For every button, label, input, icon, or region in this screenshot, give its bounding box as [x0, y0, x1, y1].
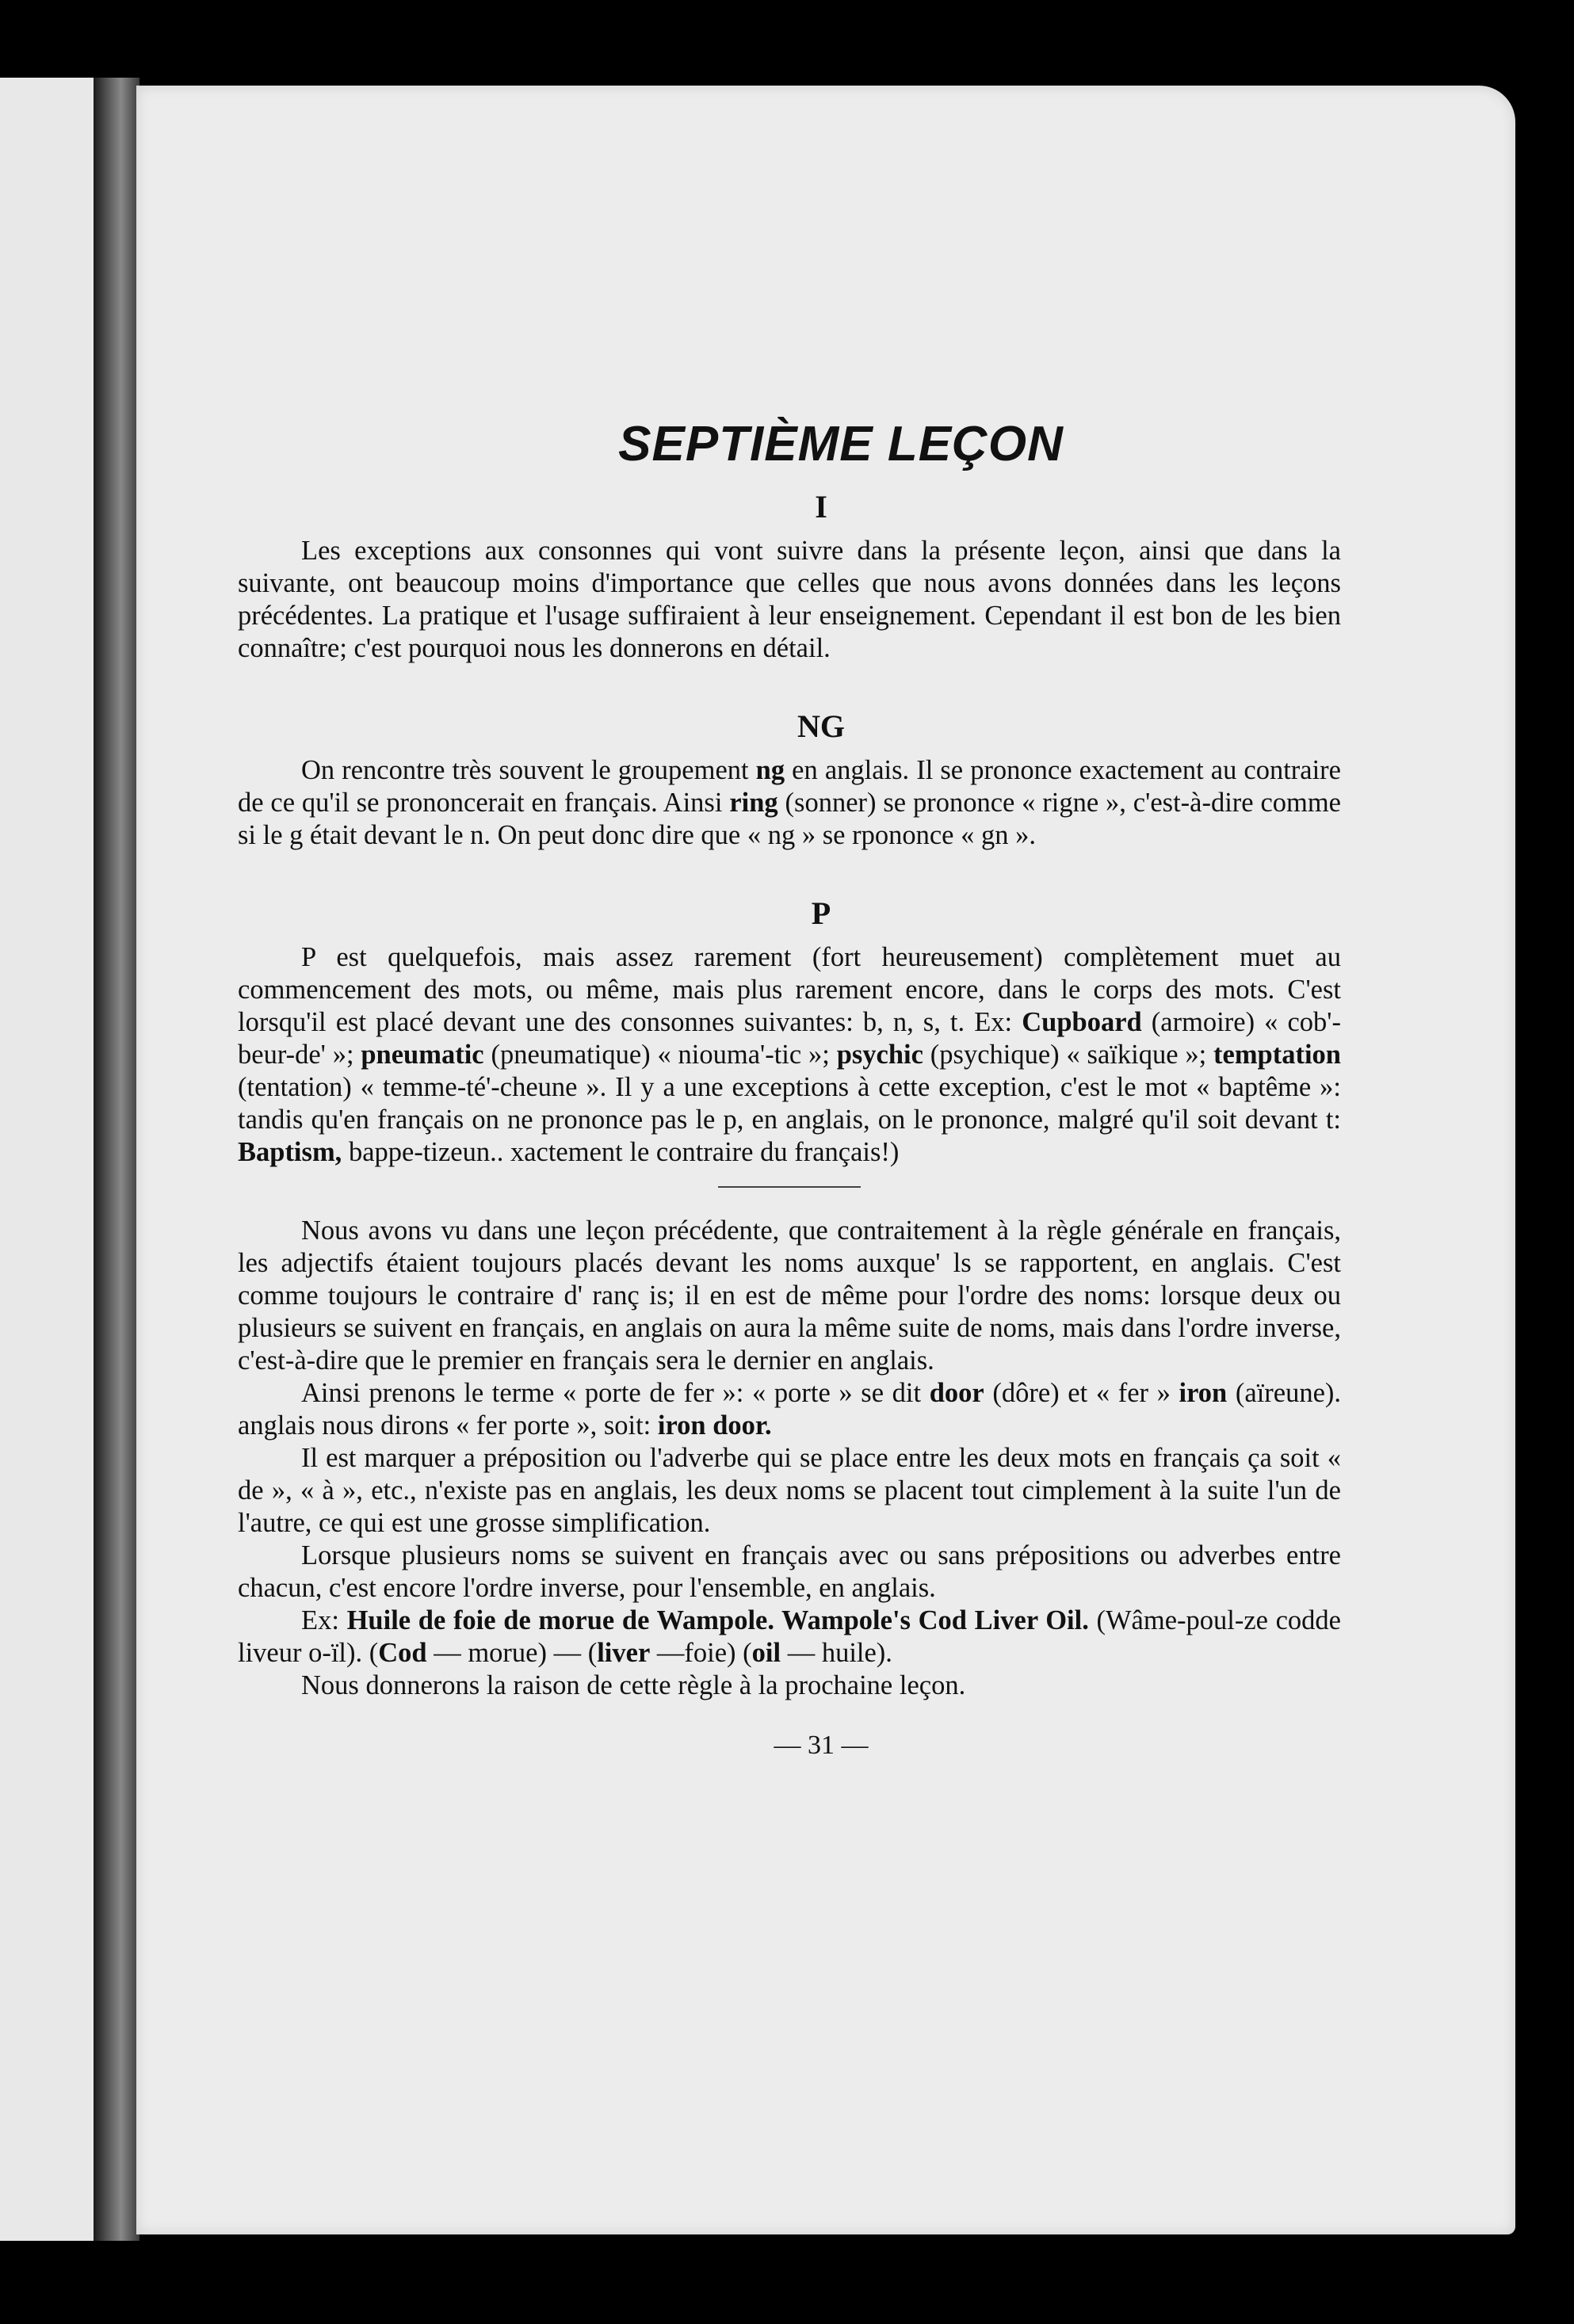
bold-term: door: [929, 1378, 984, 1408]
bold-term: liver: [597, 1638, 651, 1668]
paragraph-example-wampole: [238, 1605, 1341, 1670]
text-run: P est quelquefois, mais assez rarement (fort heureusement) complètement muet au commencement des mots, ou même, mais plus rarement encore, dans le corps des mots. C'est lorsqu'il est placé devant une des consonnes suivantes: b, n, s, t. Ex:: [238, 942, 1341, 1037]
paragraph-exceptions-intro: Les exceptions aux consonnes qui vont suivre dans la présente leçon, ainsi que dans la suivante, ont beaucoup moins d'importance que celles que nous avons données dans les leçons précédentes. La pratique et l'usage suffiraient à leur enseignement. Cependant il est bon de les bien connaître; c'est pourquoi nous les donnerons en détail.: [238, 536, 1341, 663]
text-run: bappe-tizeun.. xactement le contraire du français!): [342, 1137, 900, 1167]
text-run: en anglais. Il se prononce exactement au contraire de ce qu'il se prononcerait en français. Ainsi: [238, 755, 1341, 818]
text-run: (sonner) se prononce « rigne », c'est-à-dire comme si le g était devant le n. On peut donc dire que « ng » se rpononce « gn ».: [238, 788, 1341, 850]
text-run: — huile).: [781, 1638, 892, 1668]
bold-term: Cod: [378, 1638, 427, 1668]
bold-term: temptation: [1213, 1040, 1341, 1070]
page-content: [238, 416, 1341, 1761]
text-run: (tentation) « temme-té'-cheune ». Il y a une exceptions à cette exception, c'est le mot « baptême »: tandis qu'en français on ne prononce pas le p, en anglais, on le prononce, malgré qu'il soit devant t:: [238, 1072, 1341, 1135]
bold-term: Cupboard: [1022, 1007, 1142, 1037]
bold-term: Baptism,: [238, 1137, 342, 1167]
section-heading-p: P: [811, 895, 831, 931]
spacer: [238, 665, 1341, 696]
bold-term: psychic: [836, 1040, 923, 1070]
section-divider: [718, 1186, 861, 1188]
paragraph-noun-order: Nous avons vu dans une leçon précédente, que contraitement à la règle générale en français, les adjectifs étaient toujours placés devant les noms auxque' ls se rapportent, en anglais. C'est comme toujours le contraire d' ranç is; il en est de même pour l'ordre des noms: lorsque deux ou plusieurs se suivent en français, en anglais on aura la même suite de noms, mais dans l'ordre inverse, c'est-à-dire que le premier en français sera le dernier en anglais.: [238, 1215, 1341, 1376]
text-run: On rencontre très souvent le groupement: [301, 755, 756, 785]
text-run: (psychique) « saïkique »;: [923, 1040, 1214, 1070]
bold-term: iron: [1179, 1378, 1228, 1408]
bold-term: ng: [755, 755, 785, 785]
lesson-title: SEPTIÈME LEÇON: [618, 417, 1064, 471]
book-spine: [94, 78, 139, 2241]
section-heading-i: I: [815, 489, 827, 525]
text-run: (armoire) « cob'-beur-de' »;: [238, 1007, 1341, 1070]
bold-term: ring: [729, 788, 778, 818]
paragraph-p: [238, 941, 1341, 1169]
bold-term: oil: [751, 1638, 781, 1668]
paragraph-multiple-nouns: Lorsque plusieurs noms se suivent en français avec ou sans prépositions ou adverbes entre chacun, c'est encore l'ordre inverse, pour l'ensemble, en anglais.: [238, 1540, 1341, 1603]
text-run: Ex:: [301, 1605, 347, 1635]
bold-term: iron door.: [657, 1410, 772, 1441]
text-run: —foie) (: [650, 1638, 752, 1668]
text-run: — morue) — (: [426, 1638, 598, 1668]
spacer: [238, 852, 1341, 883]
bold-term: Huile de foie de morue de Wampole. Wampole's Cod Liver Oil.: [346, 1605, 1089, 1635]
page-number: — 31 —: [774, 1731, 869, 1760]
section-heading-ng: NG: [797, 708, 845, 744]
paragraph-iron-door: [238, 1377, 1341, 1442]
text-run: Ainsi prenons le terme « porte de fer »: « porte » se dit: [301, 1378, 930, 1408]
paragraph-ng: [238, 754, 1341, 852]
text-run: (aïreune). anglais nous dirons « fer porte », soit:: [238, 1378, 1342, 1441]
text-run: (Wâme-poul-ze codde liveur o-ïl). (: [238, 1605, 1341, 1668]
paragraph-preposition: Il est marquer a préposition ou l'adverbe qui se place entre les deux mots en français ça soit « de », « à », etc., n'existe pas en anglais, les deux noms se placent tout cimplement à la suite l'un de l'autre, ce qui est une grosse simplification.: [238, 1443, 1341, 1538]
bold-term: pneumatic: [361, 1040, 484, 1070]
text-run: (pneumatique) « niouma'-tic »;: [483, 1040, 837, 1070]
paragraph-next-lesson: Nous donnerons la raison de cette règle à la prochaine leçon.: [301, 1670, 966, 1700]
text-run: (dôre) et « fer »: [984, 1378, 1179, 1408]
